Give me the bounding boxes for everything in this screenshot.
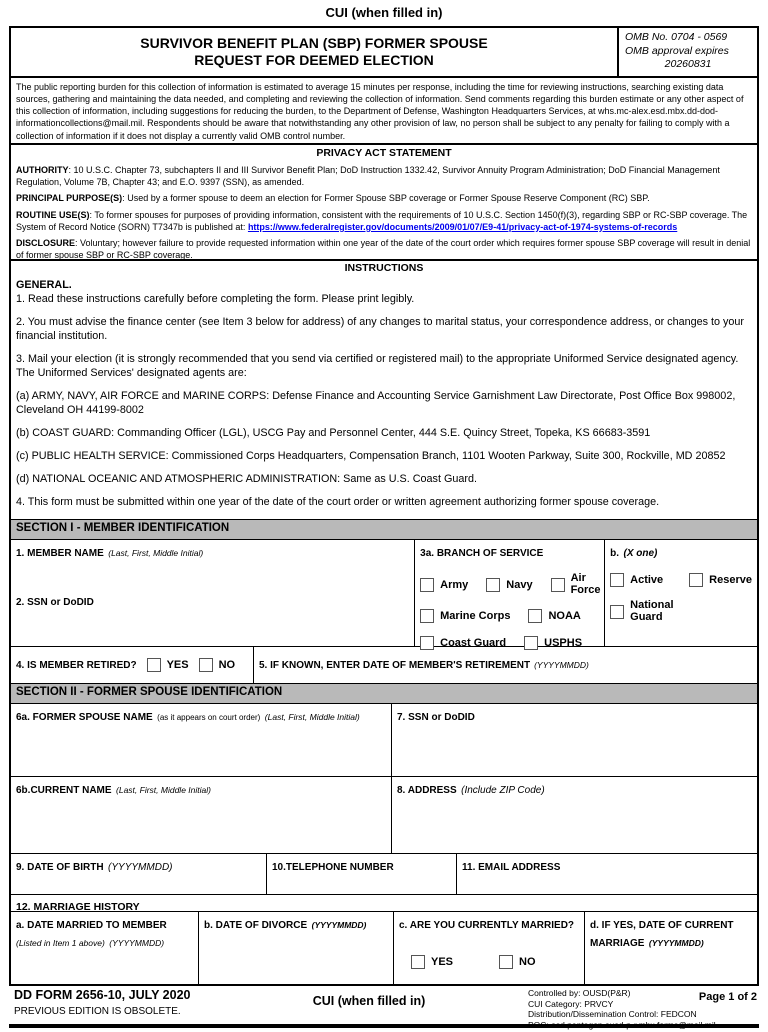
instruction-item-3: 3. Mail your election (it is strongly recommended that you send via certified or registered mail) to the appropriate Uniformed Service designated agency. The Uniformed Services' designated agents are: — [16, 352, 739, 379]
retirement-date-hint: (YYYYMMDD) — [534, 660, 589, 670]
instruction-item-2: 2. You must advise the finance center (see Item 3 below for address) of any changes to marital status, your correspondence address, or changes to your financial institution. — [16, 315, 744, 342]
former-spouse-name-row — [11, 703, 757, 776]
date-of-divorce-label: b. DATE OF DIVORCE — [204, 920, 308, 931]
date-married-label: a. DATE MARRIED TO MEMBER — [16, 920, 167, 931]
retired-no-option[interactable] — [199, 658, 236, 672]
distribution-control: Distribution/Dissemination Control: FEDCON — [528, 1009, 697, 1020]
address-field[interactable] — [391, 777, 757, 853]
date-married-hint2: (YYYYMMDD) — [109, 938, 165, 948]
member-name-label: 1. MEMBER NAME — [16, 548, 104, 559]
cui-banner-bottom: CUI (when filled in) — [312, 994, 426, 1008]
usphs-label: USPHS — [544, 637, 583, 650]
telephone-field[interactable] — [266, 854, 456, 894]
omb-box — [617, 28, 757, 76]
form-header — [11, 28, 757, 76]
dob-tel-email-row — [11, 853, 757, 894]
page-number: Page 1 of 2 — [698, 991, 757, 1003]
date-married-field[interactable] — [11, 912, 198, 984]
former-spouse-name-hint2: (Last, First, Middle Initial) — [264, 712, 360, 722]
national-guard-label: National Guard — [630, 599, 674, 623]
current-name-label: 6b.CURRENT NAME — [16, 785, 112, 796]
form-title-line1: SURVIVOR BENEFIT PLAN (SBP) FORMER SPOUSE — [140, 34, 488, 51]
component-label: b. — [610, 548, 620, 559]
routine-text: : To former spouses for purposes of providing information, consistent with the requirements of 10 U.S.C. Section 1450(f)(3), regarding SBP or RC-SBP coverage. The System of Record Notice (SORN) T7347b is published at: — [16, 209, 748, 232]
current-marriage-date-label: d. IF YES, DATE OF CURRENT MARRIAGE — [590, 920, 734, 949]
current-name-row — [11, 776, 757, 853]
email-field[interactable] — [456, 854, 757, 894]
instruction-item-3a: (a) ARMY, NAVY, AIR FORCE and MARINE CORPS: Defense Finance and Accounting Service Garnishment Law Directorate, Post Office Box 998002, Cleveland OH 44199-8002 — [16, 389, 736, 416]
form-title — [11, 28, 617, 76]
privacy-disclosure — [16, 237, 752, 261]
address-label: 8. ADDRESS — [397, 785, 457, 796]
instructions-section — [11, 259, 757, 519]
current-name-hint: (Last, First, Middle Initial) — [116, 785, 211, 795]
navy-checkbox[interactable] — [486, 578, 500, 592]
member-name-field[interactable] — [11, 540, 414, 646]
air-force-checkbox[interactable] — [551, 578, 565, 592]
former-spouse-name-label: 6a. FORMER SPOUSE NAME — [16, 712, 153, 723]
navy-label: Navy — [506, 578, 533, 591]
marriage-history-label: 12. MARRIAGE HISTORY — [16, 901, 140, 913]
component-option-national-guard[interactable] — [610, 600, 682, 623]
branch-option-marine-corps[interactable] — [420, 609, 510, 623]
authority-label: AUTHORITY — [16, 165, 69, 176]
currently-married-label: c. ARE YOU CURRENTLY MARRIED? — [399, 920, 575, 931]
married-no-option[interactable] — [499, 955, 536, 969]
component-cell — [604, 540, 757, 646]
section2-heading: SECTION II - FORMER SPOUSE IDENTIFICATION — [11, 683, 757, 703]
cui-banner-top: CUI (when filled in) — [325, 5, 443, 20]
instructions-general-label: GENERAL. — [16, 278, 72, 291]
telephone-label: 10.TELEPHONE NUMBER — [272, 862, 394, 873]
privacy-authority — [16, 164, 752, 188]
component-option-active[interactable] — [610, 573, 663, 587]
branch-option-navy[interactable] — [486, 573, 532, 596]
branch-option-army[interactable] — [420, 573, 468, 596]
currently-married-cell — [393, 912, 584, 984]
form-number: DD FORM 2656-10, JULY 2020 — [14, 988, 191, 1002]
retired-row — [11, 646, 757, 683]
current-marriage-date-hint: (YYYYMMDD) — [648, 938, 704, 948]
retired-no-checkbox[interactable] — [199, 658, 213, 672]
former-spouse-name-field[interactable] — [11, 704, 391, 776]
instruction-item-3c: (c) PUBLIC HEALTH SERVICE: Commissioned Corps Headquarters, Compensation Branch, 1101 Wooten Parkway, Suite 300, Rockville, MD 20852 — [16, 449, 726, 462]
date-married-hint1: (Listed in Item 1 above) — [16, 938, 105, 948]
burden-statement: The public reporting burden for this collection of information is estimated to average 15 minutes per response, including the time for reviewing instructions, searching existing data sources, gathering and maintaining the data needed, and completing and reviewing the collection of information. Send comments regarding this burden estimate or any other aspect of this collection of information, including suggestions for reducing the burden, to the Department of Defense, Washington Headquarters Services, at whs.mc-alex.esd.mbx.dd-dod-informationcollections@mail.mil. Respondents should be aware that notwithstanding any other provision of law, no person shall be subject to any penalty for failing to comply with a collection of information if it does not display a currently valid OMB control number. — [11, 76, 757, 143]
army-label: Army — [440, 578, 469, 591]
page-footer — [9, 988, 759, 1022]
married-no-checkbox[interactable] — [499, 955, 513, 969]
address-hint: (Include ZIP Code) — [461, 785, 545, 796]
date-of-birth-label: 9. DATE OF BIRTH — [16, 862, 104, 873]
member-ssn-label: 2. SSN or DoDID — [16, 597, 94, 608]
is-member-retired-cell — [11, 647, 253, 683]
purpose-text: : Used by a former spouse to deem an election for Former Spouse SBP coverage or Former Spouse Reserve Component (RC) SBP. — [122, 193, 650, 204]
date-of-birth-hint: (YYYYMMDD) — [108, 862, 173, 873]
married-yes-option[interactable] — [411, 955, 453, 969]
member-id-row — [11, 539, 757, 650]
branch-of-service-label: 3a. BRANCH OF SERVICE — [420, 548, 544, 559]
branch-option-noaa[interactable] — [528, 609, 580, 623]
retired-no-label: NO — [218, 659, 236, 671]
instructions-heading: INSTRUCTIONS — [344, 262, 424, 274]
section1-heading: SECTION I - MEMBER IDENTIFICATION — [11, 519, 757, 539]
marriage-history-heading — [11, 894, 757, 911]
controlled-by: Controlled by: OUSD(P&R) — [528, 988, 631, 998]
form-body — [9, 26, 759, 986]
member-name-hint: (Last, First, Middle Initial) — [108, 548, 204, 558]
is-member-retired-label: 4. IS MEMBER RETIRED? — [16, 659, 137, 671]
former-spouse-name-hint1: (as it appears on court order) — [157, 713, 261, 722]
omb-expires-label: OMB approval expires — [625, 44, 729, 57]
retirement-date-field[interactable] — [253, 647, 757, 683]
omb-number: OMB No. 0704 - 0569 — [625, 31, 728, 43]
date-of-divorce-field[interactable] — [198, 912, 393, 984]
married-no-label: NO — [519, 956, 536, 968]
former-spouse-ssn-label: 7. SSN or DoDID — [397, 712, 475, 723]
retired-yes-checkbox[interactable] — [147, 658, 161, 672]
former-spouse-ssn-field[interactable] — [391, 704, 757, 776]
routine-label: ROUTINE USE(S) — [16, 209, 90, 220]
email-label: 11. EMAIL ADDRESS — [462, 862, 561, 873]
noaa-label: NOAA — [548, 610, 581, 623]
omb-expires-date: 20260831 — [664, 58, 712, 71]
retirement-date-label: 5. IF KNOWN, ENTER DATE OF MEMBER'S RETIREMENT — [259, 659, 531, 671]
branch-of-service-cell — [414, 540, 604, 650]
disclosure-label: DISCLOSURE — [16, 237, 76, 248]
instruction-item-4: 4. This form must be submitted within one year of the date of the court order or written agreement authorizing former spouse coverage. — [16, 495, 660, 508]
reserve-label: Reserve — [709, 574, 752, 586]
married-yes-label: YES — [431, 956, 454, 968]
form-title-line2: REQUEST FOR DEEMED ELECTION — [194, 52, 434, 68]
current-name-field[interactable] — [11, 777, 391, 853]
instruction-item-1: 1. Read these instructions carefully before completing the form. Please print legibly. — [16, 292, 415, 305]
authority-text: : 10 U.S.C. Chapter 73, subchapters II and III Survivor Benefit Plan; DoD Instruction 1332.42, Survivor Annuity Program Administration; DoD Financial Management Regulation, Volume 7B, Chapter 43; and E.O. 9397 (SSN), as amended. — [16, 165, 720, 188]
active-checkbox[interactable] — [610, 573, 624, 587]
branch-option-air-force[interactable] — [551, 573, 607, 596]
component-hint: (X one) — [623, 548, 658, 559]
retired-yes-option[interactable] — [147, 658, 189, 672]
marine-corps-checkbox[interactable] — [420, 609, 434, 623]
noaa-checkbox[interactable] — [528, 609, 542, 623]
privacy-heading: PRIVACY ACT STATEMENT — [316, 147, 452, 159]
marine-corps-label: Marine Corps — [440, 610, 511, 623]
marriage-history-row — [11, 911, 757, 984]
current-marriage-date-field[interactable] — [584, 912, 757, 984]
reserve-checkbox[interactable] — [689, 573, 703, 587]
date-of-birth-field[interactable] — [11, 854, 266, 894]
coast-guard-label: Coast Guard — [440, 637, 507, 650]
instruction-item-3b: (b) COAST GUARD: Commanding Officer (LGL), USCG Pay and Personnel Center, 444 S.E. Quincy Street, Topeka, KS 66683-3591 — [16, 426, 651, 439]
retired-yes-label: YES — [166, 659, 189, 671]
privacy-act-statement — [11, 143, 757, 259]
privacy-routine-use — [16, 209, 752, 233]
bottom-rule — [9, 1024, 759, 1028]
air-force-label: Air Force — [570, 572, 601, 596]
army-checkbox[interactable] — [420, 578, 434, 592]
footer-left — [14, 988, 190, 1017]
married-yes-checkbox[interactable] — [411, 955, 425, 969]
purpose-label: PRINCIPAL PURPOSE(S) — [16, 193, 123, 204]
national-guard-checkbox[interactable] — [610, 605, 624, 619]
date-of-divorce-hint: (YYYYMMDD) — [311, 920, 367, 930]
disclosure-text: : Voluntary; however failure to provide requested information within one year of the date of the court order which requires former spouse SBP coverage will result in denial of former spouse SBP or RC-SBP coverage. — [16, 237, 751, 261]
component-option-reserve[interactable] — [689, 573, 752, 587]
instruction-item-3d: (d) NATIONAL OCEANIC AND ATMOSPHERIC ADMINISTRATION: Same as U.S. Coast Guard. — [16, 472, 477, 485]
cui-category: CUI Category: PRVCY — [528, 998, 614, 1009]
active-label: Active — [630, 574, 664, 586]
privacy-purpose — [16, 192, 752, 204]
sorn-link[interactable]: https://www.federalregister.gov/documents/2009/01/07/E9-41/privacy-act-of-1974-systems-of-records — [247, 221, 678, 232]
previous-edition-note: PREVIOUS EDITION IS OBSOLETE. — [14, 1006, 181, 1017]
